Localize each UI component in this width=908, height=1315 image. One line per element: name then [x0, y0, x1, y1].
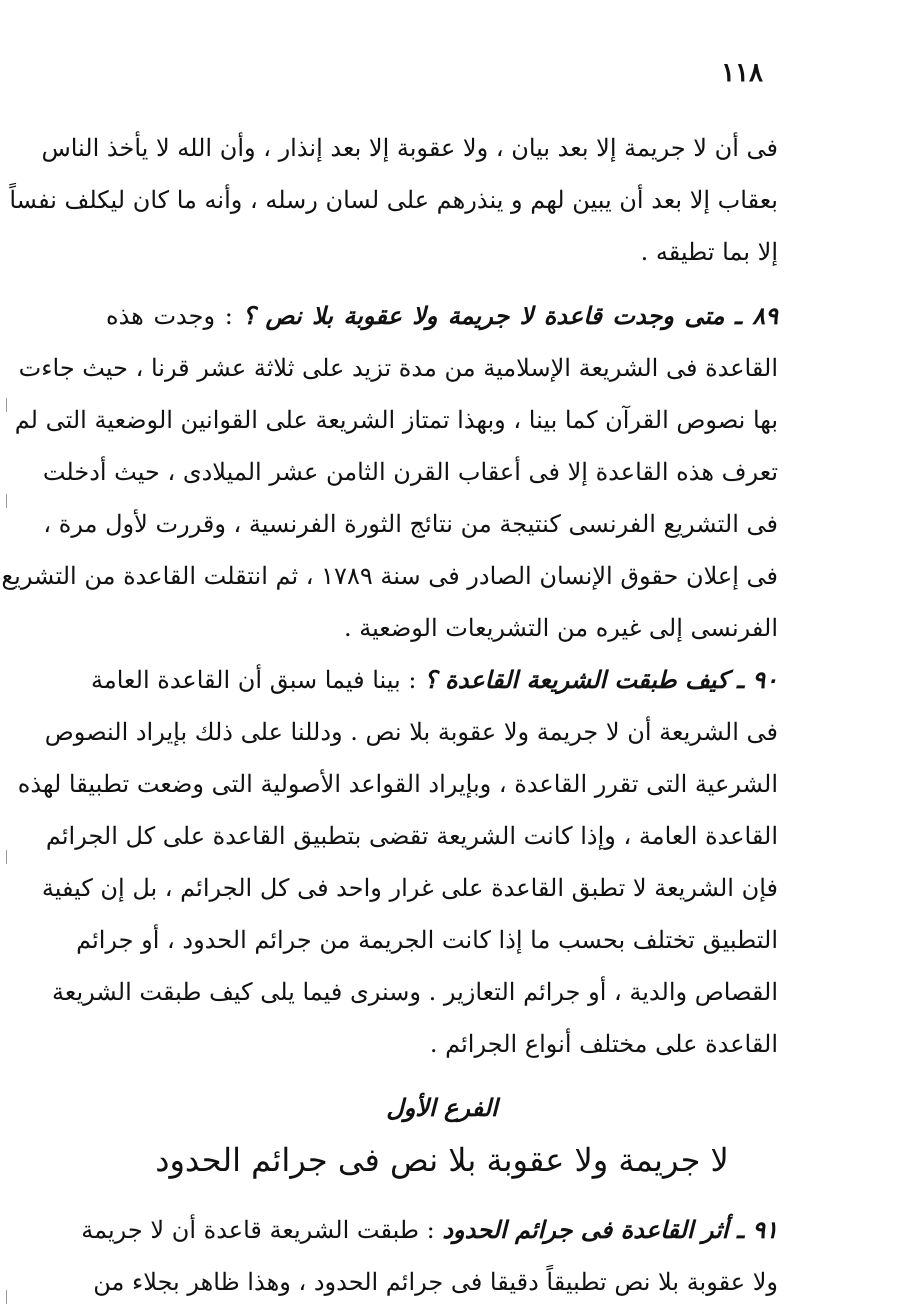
branch-heading: الفرع الأول: [386, 1093, 498, 1122]
scan-margin-mark: [6, 850, 7, 864]
section-90-line: فى الشريعة أن لا جريمة ولا عقوبة بلا نص . ودللنا على ذلك بإيراد النصوص: [44, 718, 778, 746]
intro-line: بعقاب إلا بعد أن يبين لهم و ينذرهم على لسان رسله ، وأنه ما كان ليكلف نفساً: [9, 186, 778, 214]
scan-margin-mark: [6, 398, 7, 412]
scan-margin-mark: [6, 494, 7, 508]
section-89-line: فى إعلان حقوق الإنسان الصادر فى سنة ١٧٨٩ ، ثم انتقلت القاعدة من التشريع: [1, 562, 778, 590]
page-number: ١١٨: [721, 58, 763, 88]
section-91-line: ولا عقوبة بلا نص تطبيقاً دقيقا فى جرائم الحدود ، وهذا ظاهر بجلاء من: [93, 1268, 778, 1296]
page-body: [1, 122, 778, 1308]
section-90-line: فإن الشريعة لا تطبق القاعدة على غرار واحد فى كل الجرائم ، بل إن كيفية: [41, 874, 778, 902]
section-90-line: القاعدة العامة ، وإذا كانت الشريعة تقضى بتطبيق القاعدة على كل الجرائم: [45, 822, 778, 850]
section-90-line: التطبيق تختلف بحسب ما إذا كانت الجريمة من جرائم الحدود ، أو جرائم: [76, 926, 778, 954]
section-89-first-line: [106, 290, 778, 342]
section-90-line: الشرعية التى تقرر القاعدة ، وبإيراد القواعد الأصولية التى وضعت تطبيقا لهذه: [17, 770, 778, 798]
section-89-line: القاعدة فى الشريعة الإسلامية من مدة تزيد على ثلاثة عشر قرنا ، حيث جاءت: [18, 354, 778, 382]
section-91-first-line: [81, 1204, 778, 1256]
intro-line: فى أن لا جريمة إلا بعد بيان ، ولا عقوبة إلا بعد إنذار ، وأن الله لا يأخذ الناس: [41, 134, 778, 162]
section-89-line: بها نصوص القرآن كما بينا ، وبهذا تمتاز الشريعة على القوانين الوضعية التى لم: [14, 406, 778, 434]
scan-margin-mark: [6, 1290, 7, 1304]
section-89-line: الفرنسى إلى غيره من التشريعات الوضعية .: [343, 614, 778, 642]
section-89-lead: ٨٩ ـ متى وجدت قاعدة لا جريمة ولا عقوبة بلا نص ؟: [242, 301, 778, 330]
section-91-first-rest: : طبقت الشريعة قاعدة أن لا جريمة: [81, 1216, 443, 1244]
section-90-lead: ٩٠ ـ كيف طبقت الشريعة القاعدة ؟: [424, 665, 778, 694]
section-89-line: تعرف هذه القاعدة إلا فى أعقاب القرن الثامن عشر الميلادى ، حيث أدخلت: [42, 458, 778, 486]
section-90-line: القصاص والدية ، أو جرائم التعازير . وسنرى فيما يلى كيف طبقت الشريعة: [52, 978, 778, 1006]
intro-line: إلا بما تطيقه .: [640, 238, 778, 266]
section-91-lead: ٩١ ـ أثر القاعدة فى جرائم الحدود: [442, 1215, 778, 1244]
section-90-first-line: [91, 654, 778, 706]
section-89-line: فى التشريع الفرنسى كنتيجة من نتائج الثورة الفرنسية ، وقررت لأول مرة ،: [43, 510, 778, 538]
section-90-line: القاعدة على مختلف أنواع الجرائم .: [429, 1030, 778, 1058]
section-89-first-rest: : وجدت هذه: [106, 302, 243, 330]
section-90-first-rest: : بينا فيما سبق أن القاعدة العامة: [91, 666, 425, 694]
branch-title: لا جريمة ولا عقوبة بلا نص فى جرائم الحدود: [155, 1141, 729, 1179]
paragraph-spacer: [106, 278, 778, 290]
